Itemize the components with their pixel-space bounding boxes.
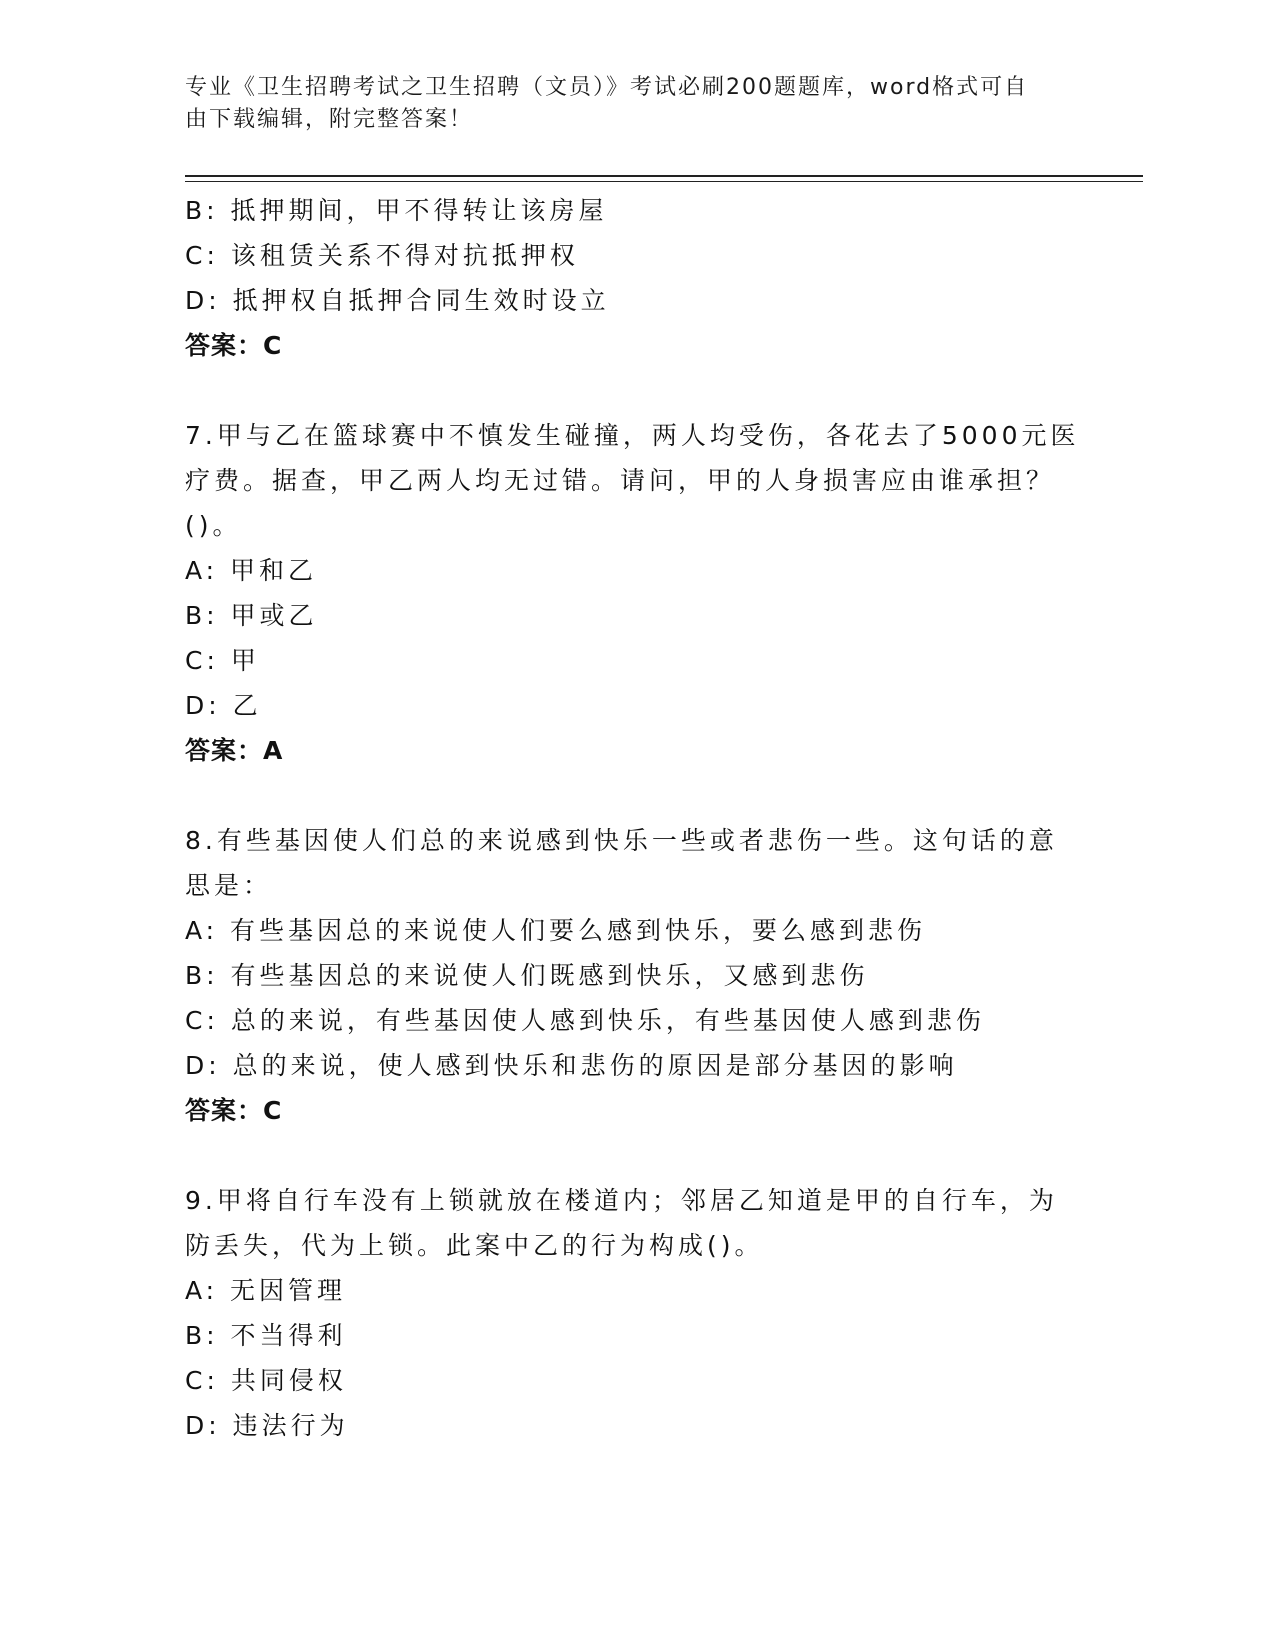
option-letter: D: xyxy=(185,1411,221,1440)
question-text-line: 8.有些基因使人们总的来说感到快乐一些或者悲伤一些。这句话的意 xyxy=(185,826,1058,855)
prev-question-block xyxy=(185,188,1085,368)
header-line-1: 专业《卫生招聘考试之卫生招聘（文员）》考试必刷200题题库，word格式可自 xyxy=(185,75,1029,100)
option-letter: C: xyxy=(185,1006,219,1035)
option-letter: D: xyxy=(185,286,221,315)
option-letter: A: xyxy=(185,1276,219,1305)
option-b xyxy=(185,953,1085,998)
header-rule-thin xyxy=(185,181,1143,182)
option-c xyxy=(185,1358,1085,1403)
option-b xyxy=(185,188,1085,233)
option-letter: A: xyxy=(185,916,219,945)
option-letter: B: xyxy=(185,601,219,630)
spacer xyxy=(185,368,1085,413)
question-9 xyxy=(185,1178,1085,1448)
option-text: 违法行为 xyxy=(232,1411,349,1440)
question-7 xyxy=(185,413,1085,773)
option-letter: B: xyxy=(185,961,219,990)
question-text-line: 防丢失，代为上锁。此案中乙的行为构成()。 xyxy=(185,1231,764,1260)
option-c xyxy=(185,998,1085,1043)
option-letter: D: xyxy=(185,1051,221,1080)
answer-line: 答案：A xyxy=(185,736,284,765)
option-text: 有些基因总的来说使人们既感到快乐，又感到悲伤 xyxy=(230,961,869,990)
option-text: 甲 xyxy=(230,646,260,675)
option-text: 该租赁关系不得对抗抵押权 xyxy=(230,241,579,270)
option-a xyxy=(185,1268,1085,1313)
question-text-line: 疗费。据查，甲乙两人均无过错。请问，甲的人身损害应由谁承担？ xyxy=(185,466,1056,495)
option-text: 总的来说，使人感到快乐和悲伤的原因是部分基因的影响 xyxy=(232,1051,958,1080)
question-text-line: 7.甲与乙在篮球赛中不慎发生碰撞，两人均受伤，各花去了5000元医 xyxy=(185,421,1080,450)
option-a xyxy=(185,548,1085,593)
option-text: 总的来说，有些基因使人感到快乐，有些基因使人感到悲伤 xyxy=(230,1006,985,1035)
option-d xyxy=(185,683,1085,728)
question-text-line: ()。 xyxy=(185,511,242,540)
header-line-2: 由下载编辑，附完整答案！ xyxy=(185,107,474,132)
option-c xyxy=(185,233,1085,278)
option-a xyxy=(185,908,1085,953)
question-text-line: 9.甲将自行车没有上锁就放在楼道内；邻居乙知道是甲的自行车，为 xyxy=(185,1186,1058,1215)
answer-line: 答案：C xyxy=(185,1096,283,1125)
question-8 xyxy=(185,818,1085,1133)
spacer xyxy=(185,773,1085,818)
option-d xyxy=(185,1403,1085,1448)
header-rule-thick xyxy=(185,175,1143,177)
document-header xyxy=(185,72,1065,136)
document-body xyxy=(185,188,1085,1448)
option-text: 共同侵权 xyxy=(230,1366,347,1395)
option-b xyxy=(185,593,1085,638)
option-letter: C: xyxy=(185,1366,219,1395)
option-c xyxy=(185,638,1085,683)
option-text: 乙 xyxy=(232,691,262,720)
option-letter: C: xyxy=(185,646,219,675)
option-d xyxy=(185,1043,1085,1088)
option-letter: D: xyxy=(185,691,221,720)
option-text: 有些基因总的来说使人们要么感到快乐，要么感到悲伤 xyxy=(230,916,927,945)
option-text: 不当得利 xyxy=(230,1321,347,1350)
option-d xyxy=(185,278,1085,323)
option-letter: A: xyxy=(185,556,219,585)
option-letter: C: xyxy=(185,241,219,270)
option-text: 抵押期间，甲不得转让该房屋 xyxy=(230,196,608,225)
option-text: 甲或乙 xyxy=(230,601,318,630)
question-text-line: 思是： xyxy=(185,871,273,900)
spacer xyxy=(185,1133,1085,1178)
answer-line: 答案：C xyxy=(185,331,283,360)
option-letter: B: xyxy=(185,1321,219,1350)
option-text: 甲和乙 xyxy=(230,556,318,585)
option-letter: B: xyxy=(185,196,219,225)
option-text: 无因管理 xyxy=(230,1276,347,1305)
option-b xyxy=(185,1313,1085,1358)
option-text: 抵押权自抵押合同生效时设立 xyxy=(232,286,610,315)
